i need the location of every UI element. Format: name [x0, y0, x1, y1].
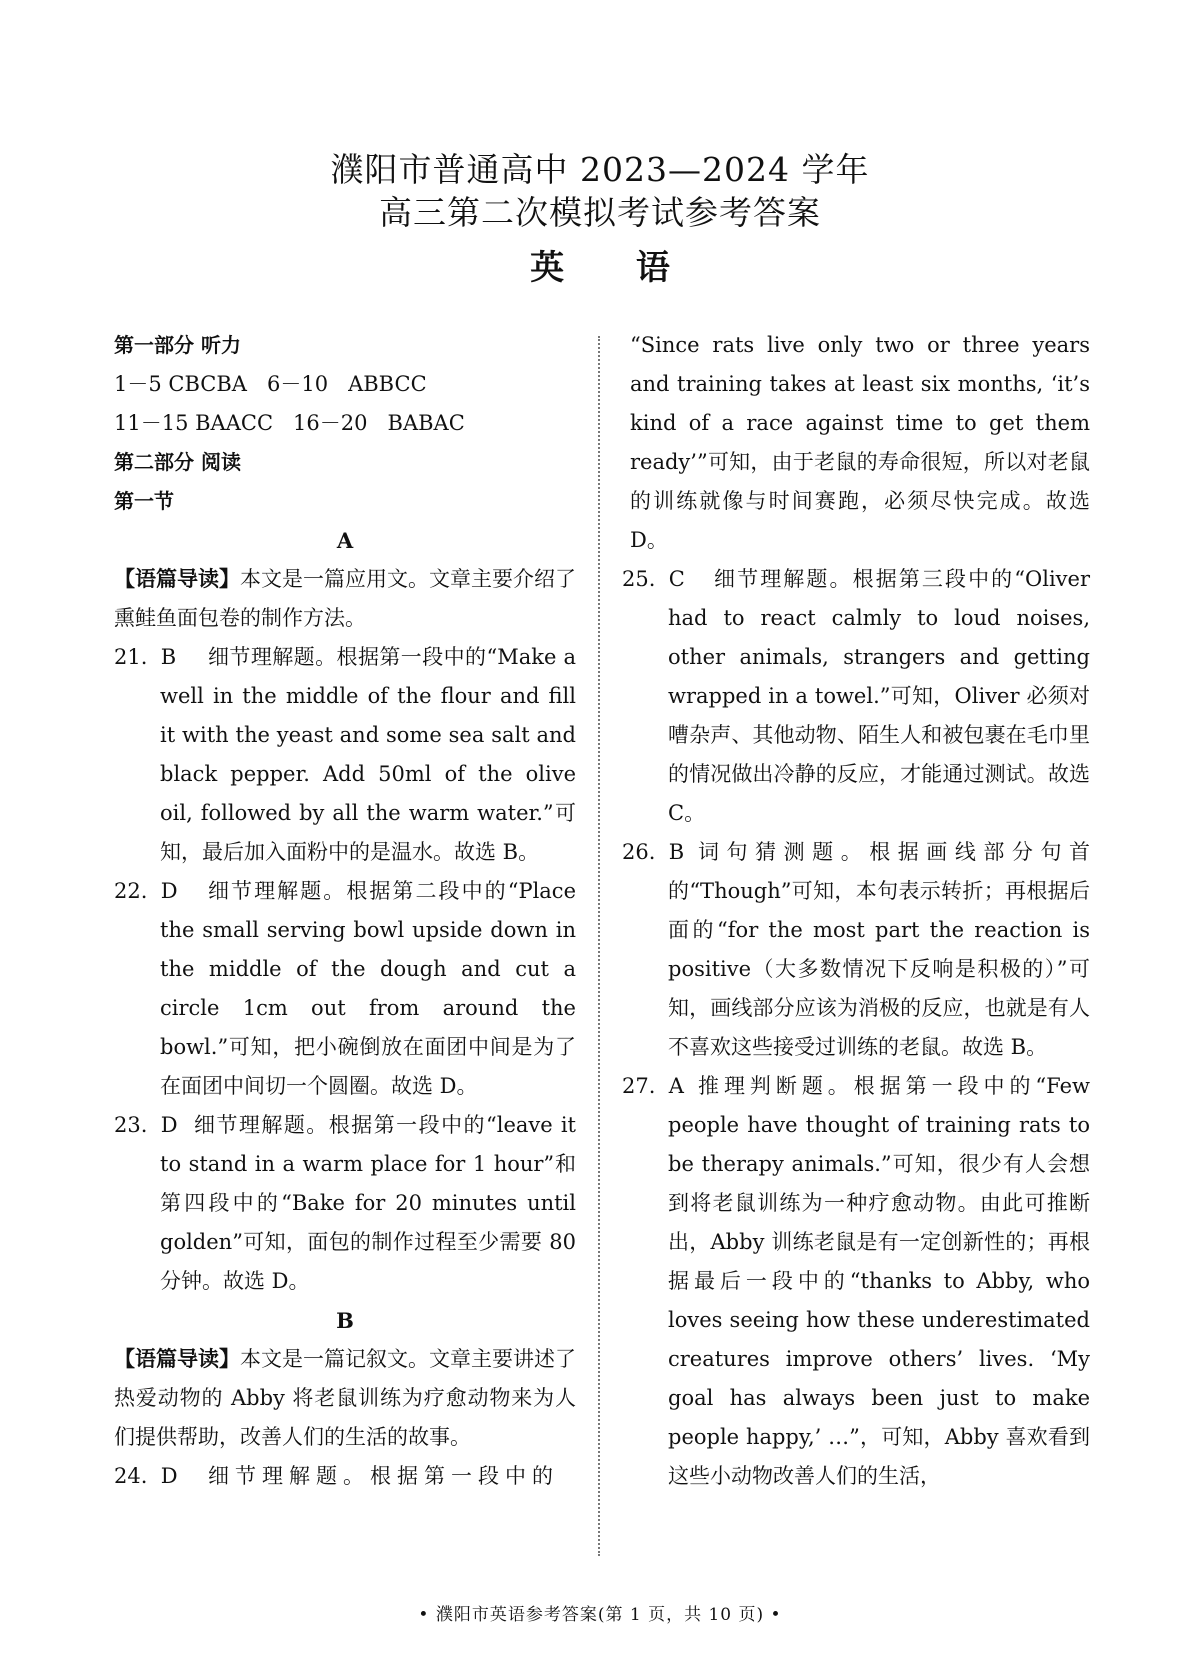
section-heading: 第一节	[114, 489, 174, 513]
question-24	[114, 1457, 576, 1496]
page-footer: • 濮阳市英语参考答案(第 1 页，共 10 页) •	[418, 1605, 782, 1625]
answer-letter: C	[668, 567, 685, 591]
passage-b-letter: B	[336, 1308, 354, 1333]
question-number: 23. D	[114, 1113, 178, 1137]
intro-text: 本文是一篇记叙文。文章主要讲述了热爱动物的 Abby 将老鼠训练为疗愈动物来为人们提供帮助，改善人们的生活的故事。	[114, 1347, 576, 1449]
answer-letter: B	[668, 840, 685, 864]
left-column	[114, 326, 576, 1496]
explanation: 细节理解题。根据第二段中的“Place the small serving bowl upside down in the middle of the dough and cut a circle 1cm out from around the bowl.”可知，把小碗倒放在面团中间是为了在面团中间切一个圆圈。故选 D。	[160, 879, 576, 1098]
explanation: 细节理解题。根据第三段中的“Oliver had to react calmly to loud noises, other animals, strangers and getting wrapped in a towel.”可知，Oliver 必须对嘈杂声、其他动物、陌生人和被包裹在毛巾里的情况做出冷静的反应，才能通过测试。故选 C。	[668, 567, 1090, 825]
right-column	[622, 326, 1090, 1496]
answer-letter: B	[160, 645, 177, 669]
passage-b-intro	[114, 1340, 576, 1457]
listening-answers-1: 1－5 CBCBA 6－10 ABBCC	[114, 372, 427, 396]
document-header	[0, 148, 1200, 290]
subject-title: 英 语	[530, 248, 700, 288]
explanation: 细节理解题。根据第一段中的	[208, 1464, 559, 1488]
intro-text: 本文是一篇应用文。文章主要介绍了熏鲑鱼面包卷的制作方法。	[114, 567, 576, 630]
listening-heading: 第一部分 听力	[114, 333, 241, 357]
passage-a-letter: A	[336, 528, 354, 553]
question-number: 22. D	[114, 879, 178, 903]
title-line-2: 高三第二次模拟考试参考答案	[379, 193, 821, 232]
passage-a-intro	[114, 560, 576, 638]
question-23	[114, 1106, 576, 1301]
question-number: 24. D	[114, 1464, 178, 1488]
question-27	[622, 1067, 1090, 1496]
listening-answers-2: 11－15 BAACC 16－20 BABAC	[114, 411, 465, 435]
question-22	[114, 872, 576, 1106]
answer-letter: D	[160, 1113, 178, 1137]
explanation: 词句猜测题。根据画线部分句首的“Though”可知，本句表示转折；再根据后面的“for the most part the reaction is positive（大多数情况下反响是积极的）”可知，画线部分应该为消极的反应，也就是有人不喜欢这些接受过训练的老鼠。故选 B。	[668, 840, 1090, 1059]
title-line-1: 濮阳市普通高中 2023—2024 学年	[330, 150, 870, 189]
intro-label: 【语篇导读】	[114, 567, 240, 591]
answer-letter: A	[668, 1074, 684, 1098]
question-21	[114, 638, 576, 872]
answer-letter: D	[160, 1464, 178, 1488]
explanation: 推理判断题。根据第一段中的“Few people have thought of training rats to be therapy animals.”可知，很少有人会想到将老鼠训练为一种疗愈动物。由此可推断出，Abby 训练老鼠是有一定创新性的；再根据最后一段中的“thanks to Abby, who loves seeing how these underestimated creatures improve others’ lives. ‘My goal has always been just to make people happy,’ …”，可知，Abby 喜欢看到这些小动物改善人们的生活，	[668, 1074, 1090, 1488]
explanation: 细节理解题。根据第一段中的“leave it to stand in a warm place for 1 hour”和第四段中的“Bake for 20 minutes until golden”可知，面包的制作过程至少需要 80 分钟。故选 D。	[160, 1113, 576, 1293]
question-24-continuation: “Since rats live only two or three years and training takes at least six months, ‘it’s kind of a race against time to get them ready’”可知，由于老鼠的寿命很短，所以对老鼠的训练就像与时间赛跑，必须尽快完成。故选 D。	[630, 333, 1090, 552]
question-number: 21. B	[114, 645, 177, 669]
question-25	[622, 560, 1090, 833]
explanation: 细节理解题。根据第一段中的“Make a well in the middle of the flour and fill it with the yeast and some sea salt and black pepper. Add 50ml of the olive oil, followed by all the warm water.”可知，最后加入面粉中的是温水。故选 B。	[160, 645, 576, 864]
answer-letter: D	[160, 879, 178, 903]
column-divider	[598, 336, 600, 1556]
question-number: 26. B	[622, 840, 685, 864]
question-number: 25. C	[622, 567, 685, 591]
intro-label: 【语篇导读】	[114, 1347, 240, 1371]
question-26	[622, 833, 1090, 1067]
reading-heading: 第二部分 阅读	[114, 450, 241, 474]
question-number: 27. A	[622, 1074, 684, 1098]
